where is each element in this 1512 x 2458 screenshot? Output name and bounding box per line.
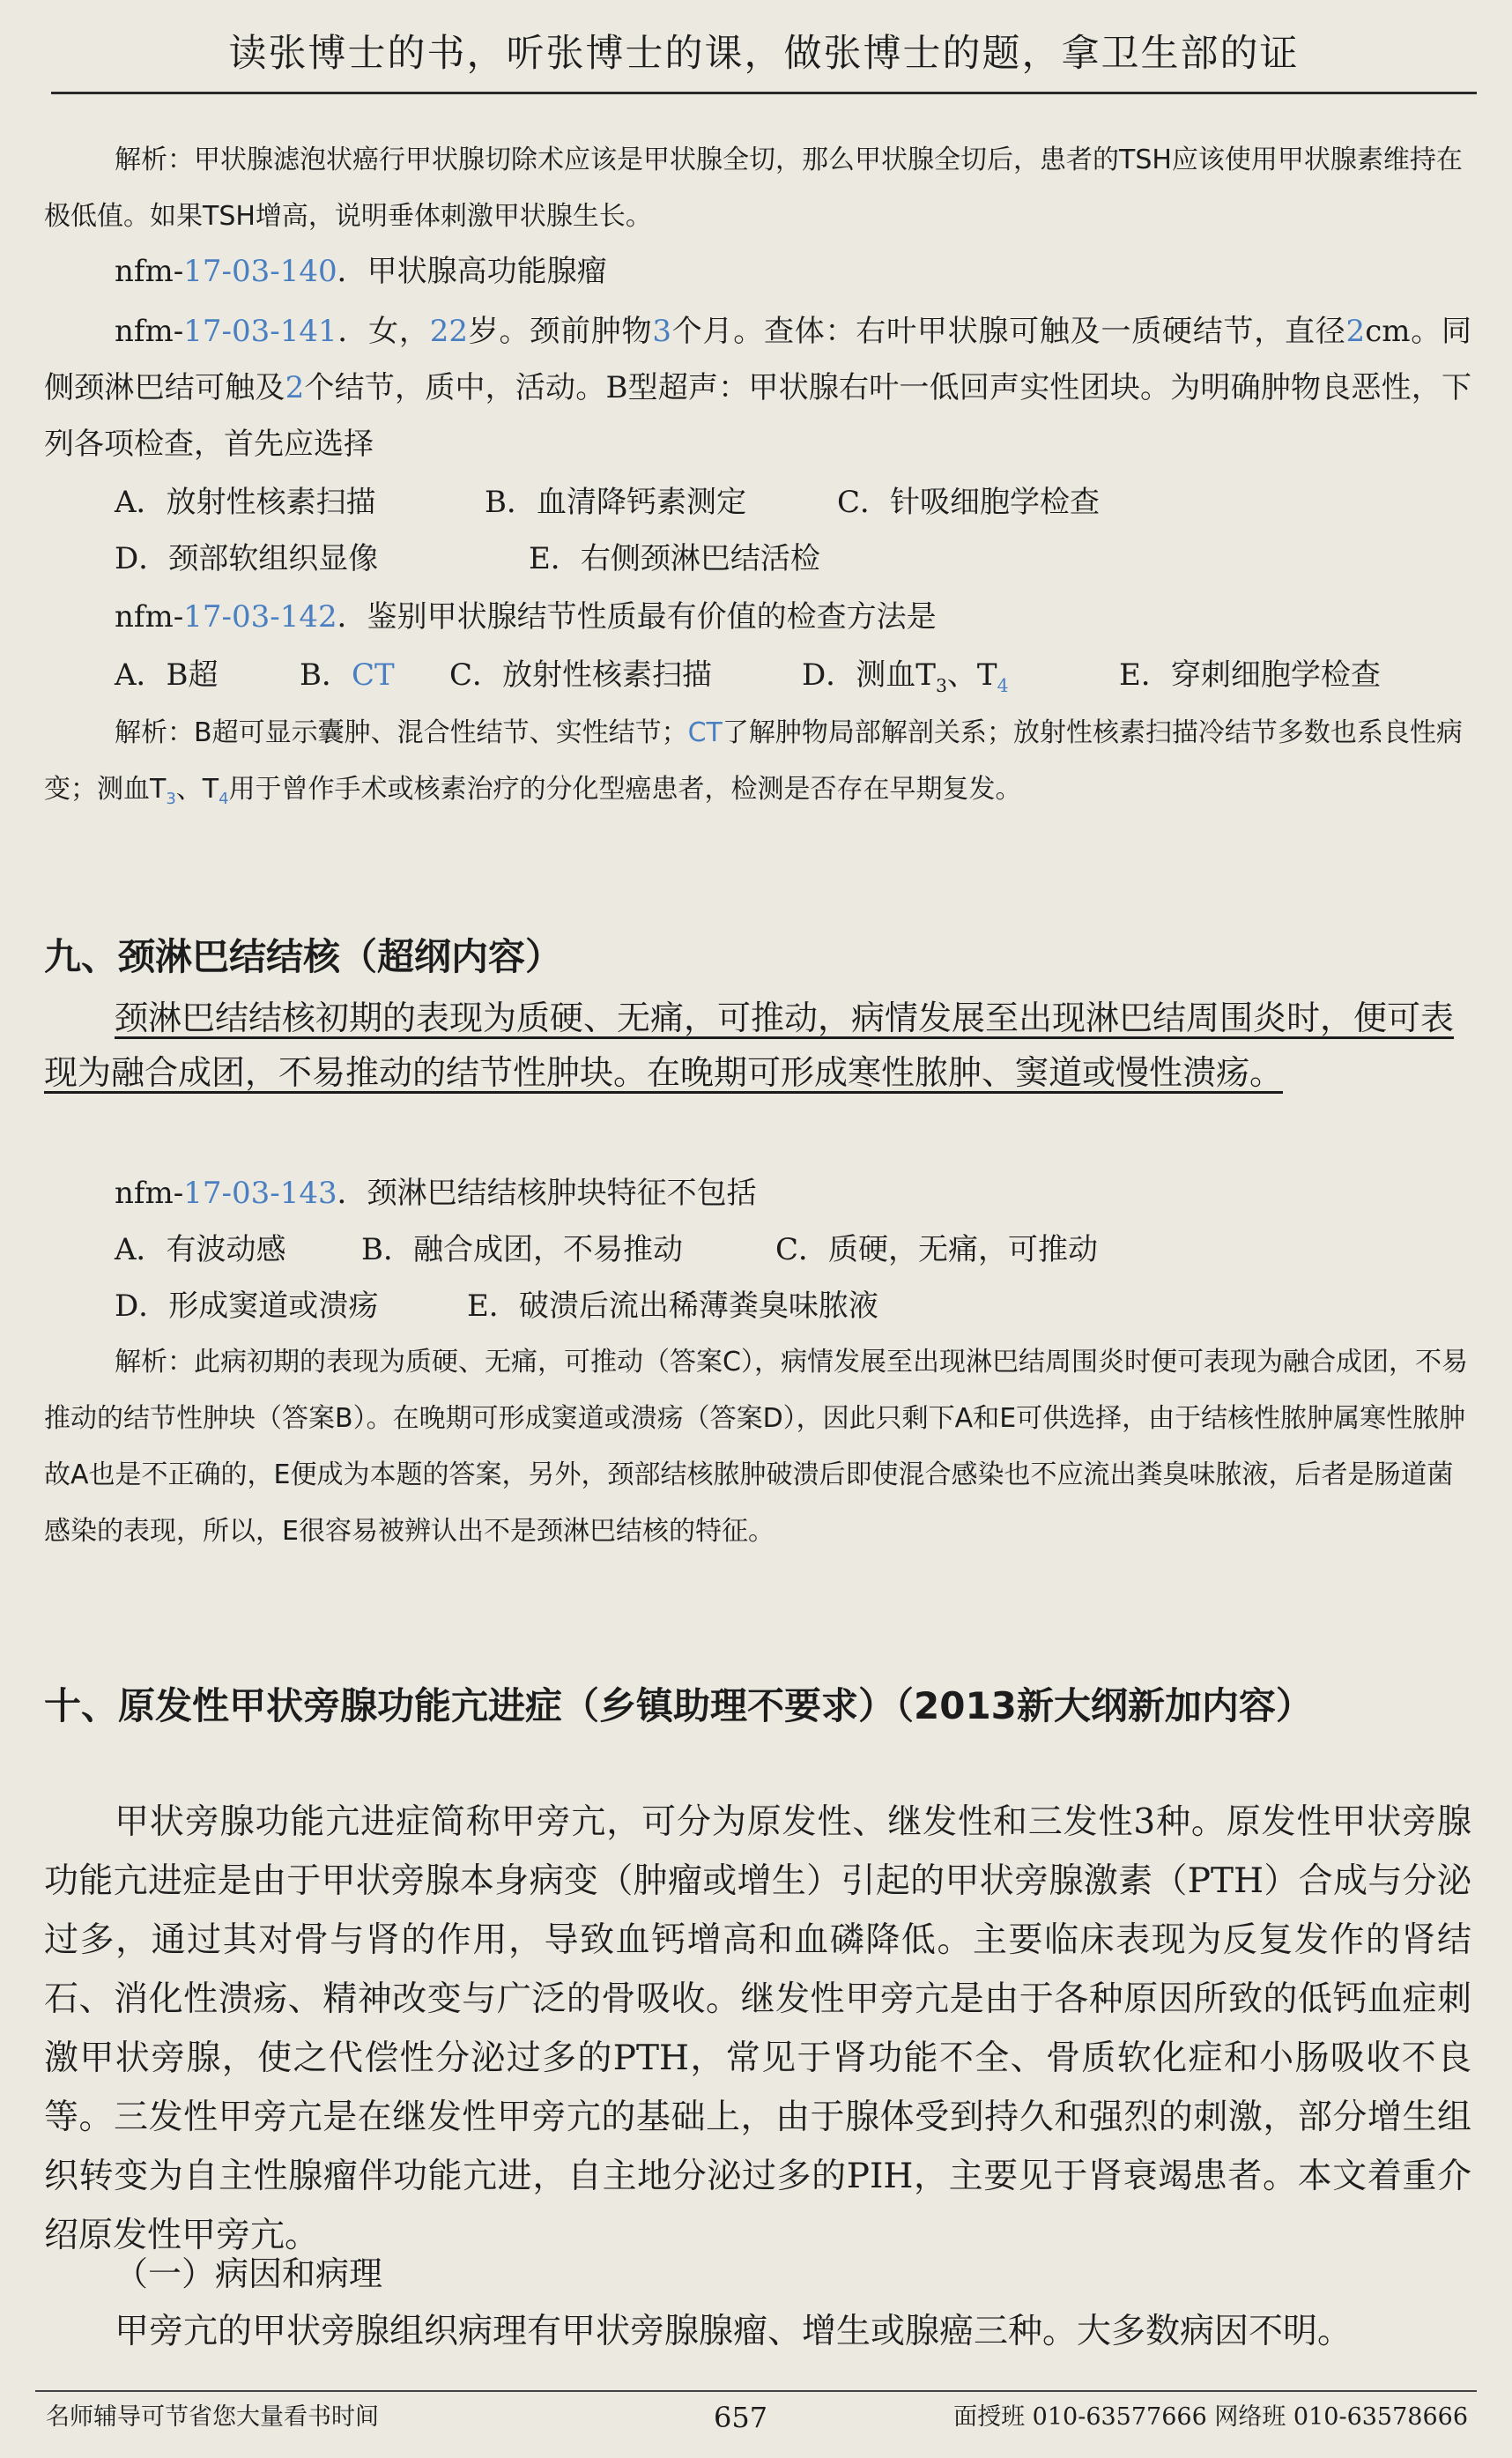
question-140: nfm-17-03-140．甲状腺高功能腺瘤: [115, 254, 607, 289]
question-142: nfm-17-03-142．鉴别甲状腺结节性质最有价值的检查方法是: [115, 599, 937, 635]
option-c: C．放射性核素扫描: [449, 657, 713, 693]
option-e: E．右侧颈淋巴结活检: [529, 541, 820, 576]
question-142-options: [44, 647, 1471, 714]
option-d: D．形成窦道或溃疡: [115, 1288, 379, 1324]
question-code: 17-03-143: [183, 1176, 337, 1211]
section-9-highlight: 颈淋巴结结核初期的表现为质硬、无痛，可推动，病情发展至出现淋巴结周围炎时，便可表现为融合成团，不易推动的结节性肿块。在晚期可形成寒性脓肿、窦道或慢性溃疡。: [44, 991, 1471, 1100]
option-e: E．穿刺细胞学检查: [1119, 657, 1381, 693]
option-c: C．质硬，无痛，可推动: [775, 1232, 1099, 1267]
analysis-142: 解析：B超可显示囊肿、混合性结节、实性结节；CT了解肿物局部解剖关系；放射性核素扫描冷结节多数也系良性病变；测血$T_3$、$T_4$用于曾作手术或核素治疗的分化型癌患者，检测是否存在早期复发。: [44, 717, 1463, 808]
option-a: A．B超: [115, 657, 219, 693]
question-143-options: [44, 1222, 1471, 1334]
option-b: B．融合成团，不易推动: [361, 1232, 683, 1267]
page-footer: [35, 2390, 1477, 2445]
option-d: D．测血$T_3$、$T_4$: [802, 657, 1009, 696]
subsection-heading: （一）病因和病理: [115, 2254, 383, 2293]
subsection-body: 甲旁亢的甲状旁腺组织病理有甲状旁腺腺瘤、增生或腺癌三种。大多数病因不明。: [115, 2312, 1353, 2351]
page-number: 657: [714, 2401, 768, 2434]
option-b: B．血清降钙素测定: [485, 485, 746, 520]
option-a: A．有波动感: [115, 1232, 286, 1267]
question-141-options: [44, 474, 1471, 587]
footer-slogan: 名师辅导可节省您大量看书时间: [46, 2403, 379, 2431]
question-141: nfm-17-03-141．女，22岁。颈前肿物3个月。查体：右叶甲状腺可触及一质硬结节，直径2cm。同侧颈淋巴结可触及2个结节，质中，活动。B型超声：甲状腺右叶一低回声实性团块。为明确肿物良恶性，下列各项检查，首先应选择: [44, 314, 1472, 462]
analysis-143: 解析：此病初期的表现为质硬、无痛，可推动（答案C），病情发展至出现淋巴结周围炎时便可表现为融合成团，不易推动的结节性肿块（答案B）。在晚期可形成窦道或溃疡（答案D），因此只剩下A和E可供选择，由于结核性脓肿属寒性脓肿故A也是不正确的，E便成为本题的答案，另外，颈部结核脓肿破溃后即使混合感染也不应流出粪臭味脓液，后者是肠道菌感染的表现，所以，E很容易被辨认出不是颈淋巴结核的特征。: [44, 1347, 1468, 1547]
running-header: 读张博士的书，听张博士的课，做张博士的题，拿卫生部的证: [51, 16, 1477, 94]
option-a: A．放射性核素扫描: [115, 485, 376, 520]
option-d: D．颈部软组织显像: [115, 541, 379, 576]
section-10-body: 甲状旁腺功能亢进症简称甲旁亢，可分为原发性、继发性和三发性3种。原发性甲状旁腺功能亢进症是由于甲状旁腺本身病变（肿瘤或增生）引起的甲状旁腺激素（PTH）合成与分泌过多，通过其对骨与肾的作用，导致血钙增高和血磷降低。主要临床表现为反复发作的肾结石、消化性溃疡、精神改变与广泛的骨吸收。继发性甲旁亢是由于各种原因所致的低钙血症刺激甲状旁腺，使之代偿性分泌过多的PTH，常见于肾功能不全、骨质软化症和小肠吸收不良等。三发性甲旁亢是在继发性甲旁亢的基础上，由于腺体受到持久和强烈的刺激，部分增生组织转变为自主性腺瘤伴功能亢进，自主地分泌过多的PIH，主要见于肾衰竭患者。本文着重介绍原发性甲旁亢。: [44, 1802, 1471, 2255]
question-code: 17-03-142: [183, 599, 337, 635]
option-c: C．针吸细胞学检查: [837, 485, 1101, 520]
footer-contact: 面授班 010-63577666 网络班 010-63578666: [953, 2403, 1468, 2431]
analysis-paragraph-1: 解析：甲状腺滤泡状癌行甲状腺切除术应该是甲状腺全切，那么甲状腺全切后，患者的TSH应该使用甲状腺素维持在极低值。如果TSH增高，说明垂体刺激甲状腺生长。: [44, 145, 1463, 232]
question-code: 17-03-140: [183, 254, 337, 289]
section-10-heading: 十、原发性甲状旁腺功能亢进症（乡镇助理不要求）（2013新大纲新加内容）: [44, 1684, 1313, 1727]
section-9-heading: 九、颈淋巴结结核（超纲内容）: [44, 935, 563, 978]
question-code: 17-03-141: [183, 314, 337, 349]
option-b: B．CT: [300, 657, 395, 693]
option-e: E．破溃后流出稀薄粪臭味脓液: [467, 1288, 878, 1324]
question-143: nfm-17-03-143．颈淋巴结结核肿块特征不包括: [115, 1176, 757, 1211]
